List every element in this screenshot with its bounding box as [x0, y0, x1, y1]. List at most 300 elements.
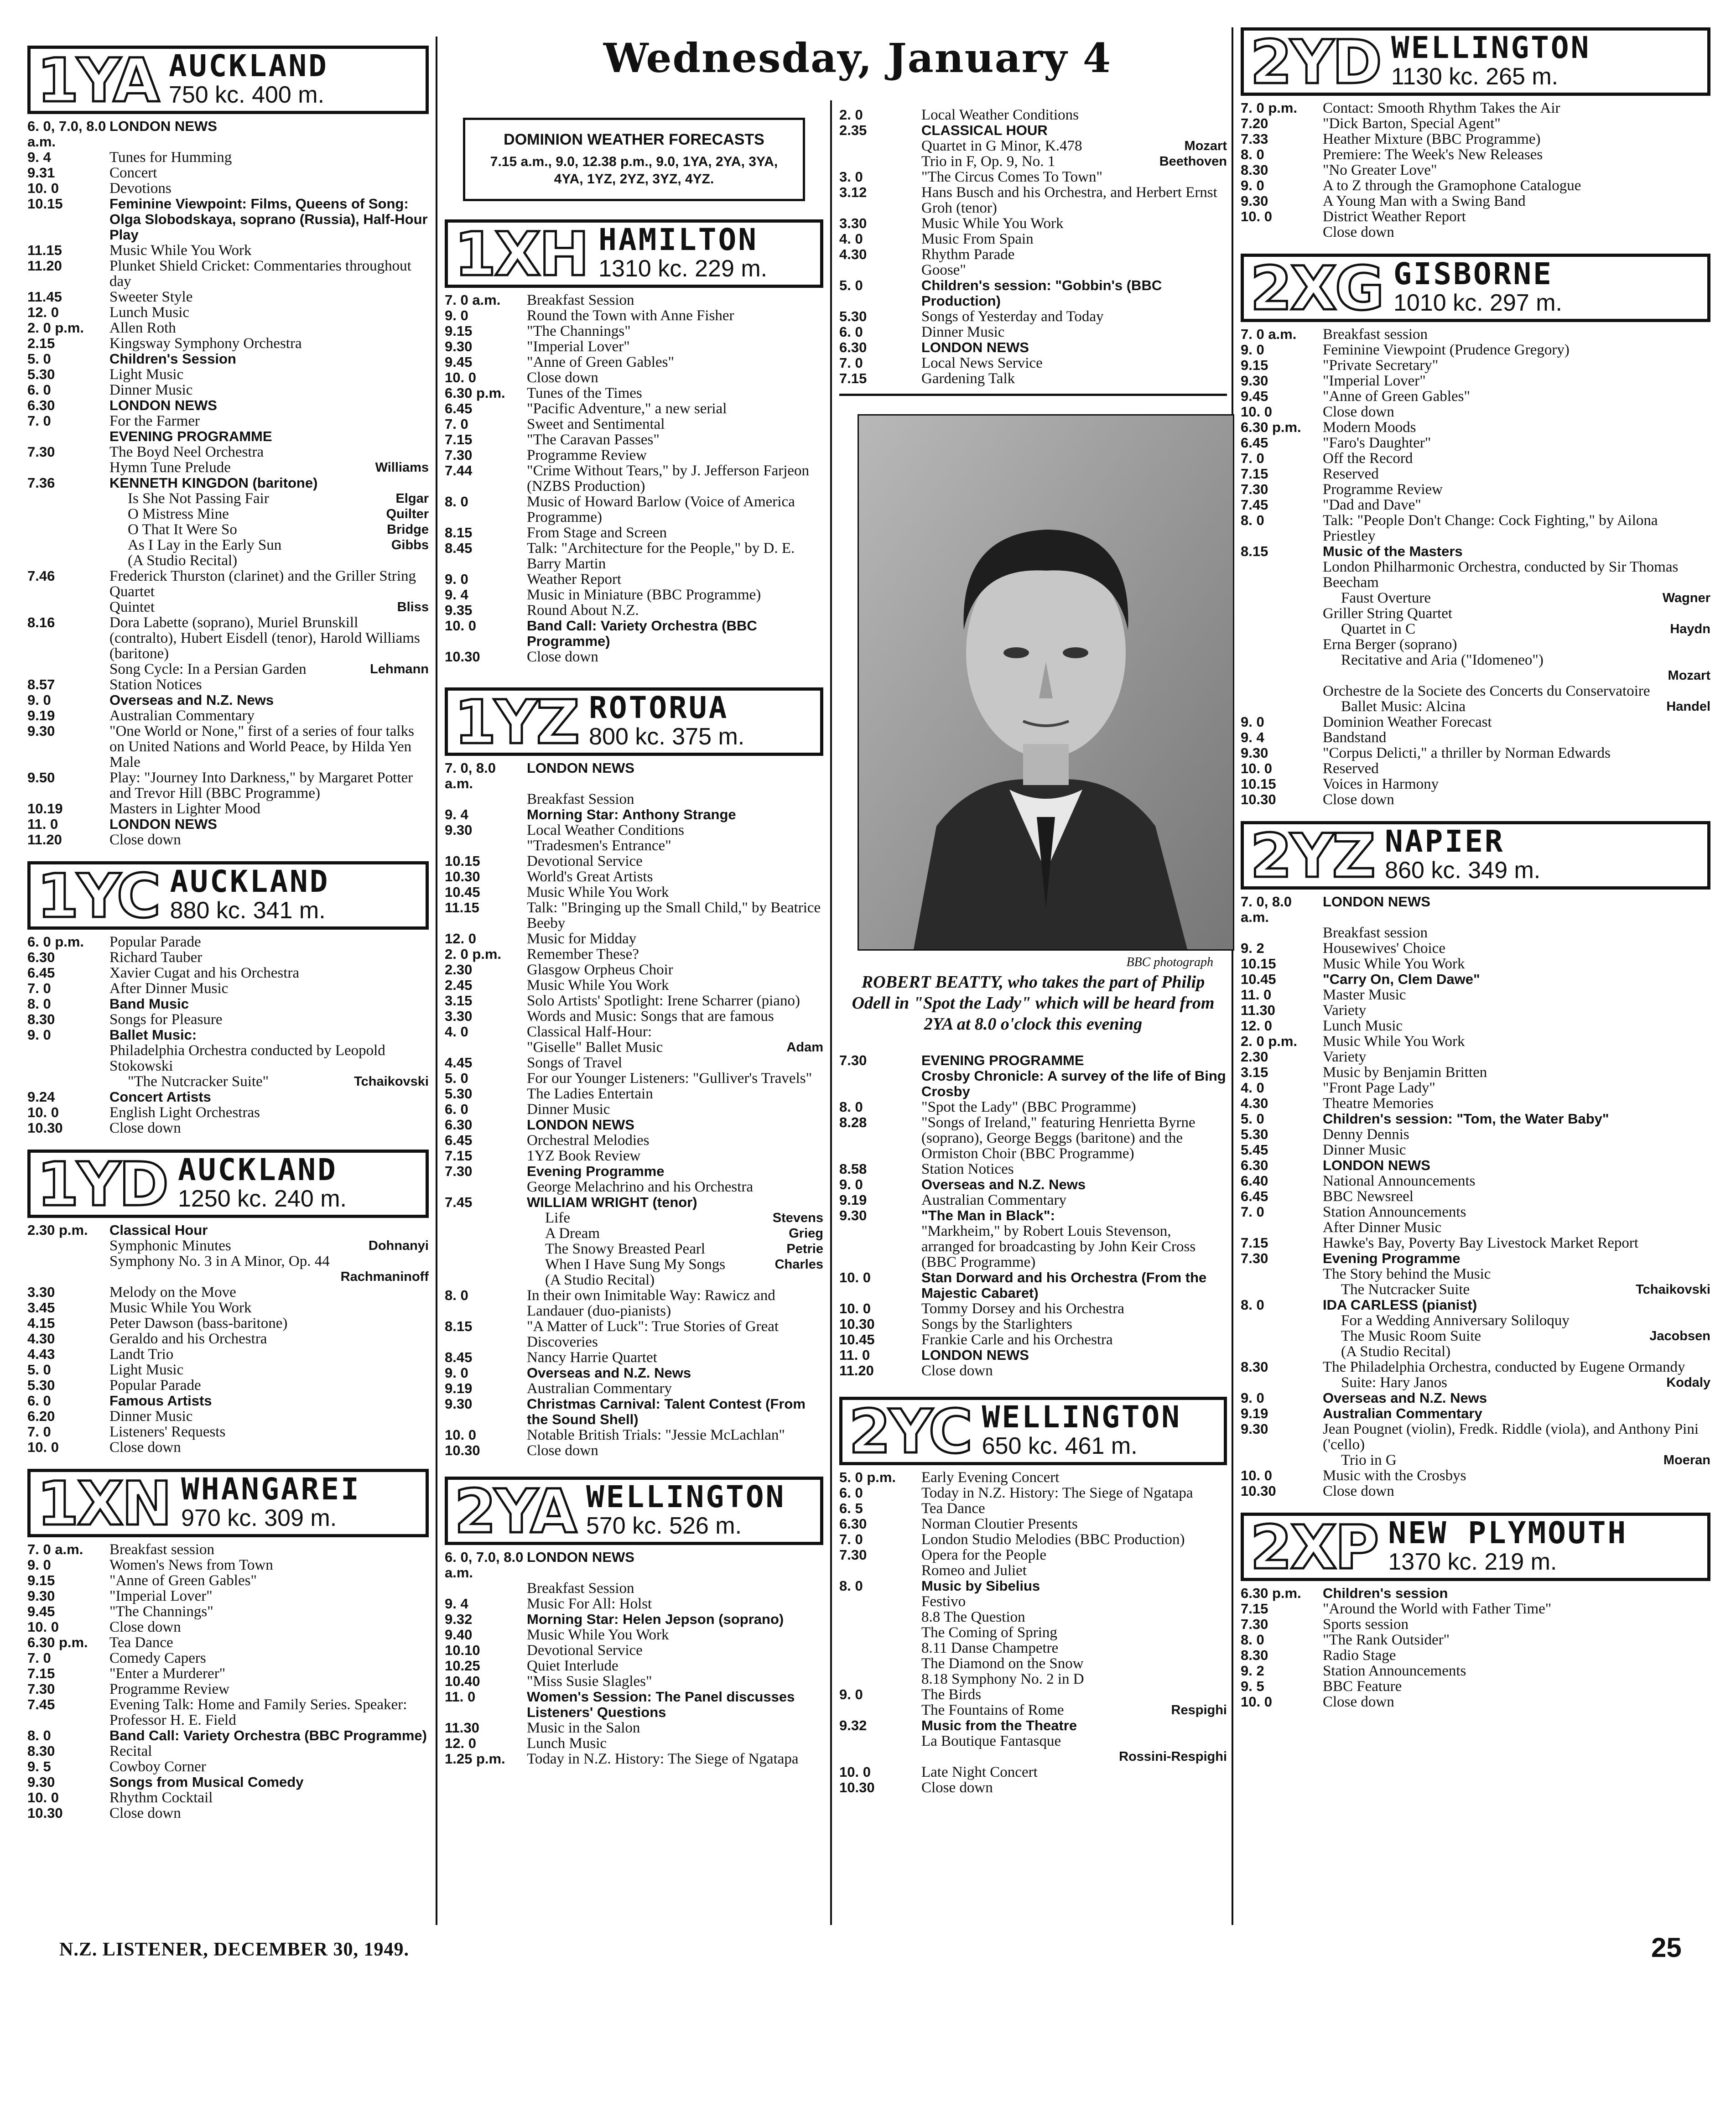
station-city: NEW PLYMOUTH: [1388, 1515, 1628, 1550]
programme-row: [27, 1650, 429, 1666]
programme-row: [445, 838, 823, 853]
programme-row: [445, 1658, 823, 1674]
programme-title: "Anne of Green Gables": [1323, 389, 1470, 404]
station-city: WELLINGTON: [1391, 30, 1591, 65]
programme-title: Programme Review: [109, 1681, 230, 1697]
programme-row: [27, 460, 429, 475]
programme-title: Overseas and N.Z. News: [1323, 1390, 1487, 1406]
programme-time: 5. 0 p.m.: [839, 1470, 896, 1485]
programme-row: [27, 661, 429, 677]
programme-row: [445, 1751, 823, 1767]
programme-composer: Stevens: [772, 1211, 823, 1225]
programme-row: [1241, 193, 1710, 209]
programme-title: Heather Mixture (BBC Programme): [1323, 131, 1541, 147]
programme-title: Close down: [109, 832, 181, 848]
programme-row: [445, 525, 823, 541]
programme-title: Close down: [109, 1805, 181, 1821]
station-frequency: 1310 kc. 229 m.: [598, 255, 768, 282]
programme-title: Station Announcements: [1323, 1663, 1466, 1679]
programme-time: [1241, 1452, 1323, 1468]
programme-title: Weather Report: [527, 572, 622, 587]
programme-row: [839, 1687, 1227, 1702]
programme-row: [839, 138, 1227, 154]
programme-list: [1241, 100, 1710, 240]
programme-row: [1241, 342, 1710, 358]
programme-time: 9.30: [27, 1774, 55, 1790]
programme-row: [27, 553, 429, 568]
programme-row: [1241, 327, 1710, 342]
programme-title: Griller String Quartet: [1323, 606, 1453, 621]
programme-time: 10.30: [27, 1805, 63, 1821]
station-call-sign: 2YZ: [1250, 821, 1374, 891]
programme-time: 9. 0: [27, 692, 51, 708]
programme-title: Music from the Theatre: [921, 1718, 1077, 1733]
programme-time: 9.40: [445, 1627, 473, 1643]
programme-title: Children's session: "Tom, the Water Baby": [1323, 1111, 1609, 1127]
programme-time: 6. 0: [27, 1393, 51, 1409]
programme-time: [1241, 559, 1323, 590]
programme-row: [1241, 1586, 1710, 1601]
station-city: GISBORNE: [1393, 256, 1553, 291]
programme-title: Close down: [109, 1120, 181, 1136]
programme-title: BBC Feature: [1323, 1679, 1402, 1694]
programme-time: [1241, 1313, 1323, 1328]
programme-title: "One World or None," first of a series of four talks on United Nations and World Peace, by Hilda Yen Male: [109, 723, 414, 770]
programme-time: 11.15: [445, 900, 479, 916]
programme-title: Off the Record: [1323, 451, 1413, 466]
programme-title: Jean Pougnet (violin), Fredk. Riddle (viola), and Anthony Pini ('cello): [1323, 1421, 1699, 1452]
programme-title: Modern Moods: [1323, 420, 1416, 435]
programme-time: [27, 1269, 109, 1285]
programme-time: 11.20: [27, 258, 62, 274]
programme-time: 10. 0: [1241, 209, 1272, 224]
programme-time: [445, 1179, 527, 1195]
programme-time: 5. 0: [27, 1362, 51, 1378]
programme-row: [27, 382, 429, 398]
programme-row: [1241, 621, 1710, 637]
programme-list: [27, 1542, 429, 1821]
programme-row: [27, 165, 429, 181]
programme-time: 7.44: [445, 463, 473, 479]
programme-time: 8. 0: [27, 1728, 51, 1743]
programme-title: Music While You Work: [109, 243, 252, 258]
programme-row: [445, 1210, 823, 1226]
programme-title: KENNETH KINGDON (baritone): [109, 475, 318, 491]
programme-title: 8.8 The Question: [921, 1609, 1025, 1625]
station-2yz: [1241, 821, 1710, 1499]
programme-time: 8. 0: [839, 1099, 863, 1115]
programme-row: [1241, 373, 1710, 389]
programme-time: 6.30 p.m.: [445, 385, 505, 401]
programme-row: [839, 1780, 1227, 1795]
programme-title: Australian Commentary: [1323, 1406, 1482, 1421]
programme-row: [27, 196, 429, 243]
programme-row: [1241, 894, 1710, 925]
programme-title: Local Weather Conditions: [921, 107, 1079, 123]
programme-title: The Philadelphia Orchestra, conducted by Eugene Ormandy: [1323, 1359, 1685, 1375]
programme-title: Crosby Chronicle: A survey of the life of Bing Crosby: [921, 1068, 1226, 1099]
programme-composer: Mozart: [1668, 668, 1710, 683]
programme-title: Breakfast session: [109, 1542, 215, 1557]
programme-time: 7.30: [445, 1164, 473, 1179]
programme-row: [27, 305, 429, 320]
programme-row: [839, 371, 1227, 386]
programme-title: The Birds: [921, 1687, 982, 1702]
programme-title: Women's Session: The Panel discusses Listeners' Questions: [527, 1689, 795, 1720]
programme-time: 6. 0: [27, 382, 51, 398]
station-call-sign: 1YD: [37, 1150, 167, 1220]
programme-row: [27, 522, 429, 537]
programme-title: "Crime Without Tears," by J. Jefferson Farjeon (NZBS Production): [527, 463, 810, 494]
programme-row: [1241, 745, 1710, 761]
programme-title: "The Caravan Passes": [527, 432, 660, 447]
programme-title: Music in the Salon: [527, 1720, 640, 1736]
programme-row: [1241, 1313, 1710, 1328]
programme-list: [1241, 327, 1710, 807]
programme-time: [1241, 1344, 1323, 1359]
programme-title: When I Have Sung My Songs: [545, 1257, 726, 1272]
programme-row: [27, 398, 429, 413]
programme-time: [27, 506, 109, 522]
programme-row: [839, 355, 1227, 371]
programme-title: Devotional Service: [527, 853, 643, 869]
programme-time: 10. 0: [27, 1790, 59, 1805]
programme-title: The Nutcracker Suite: [1341, 1282, 1470, 1297]
programme-composer: Respighi: [1171, 1703, 1227, 1717]
programme-title: National Announcements: [1323, 1173, 1476, 1189]
programme-title: Symphony No. 3 in A Minor, Op. 44: [109, 1254, 330, 1269]
programme-row: [445, 962, 823, 978]
programme-row: [445, 370, 823, 385]
station-frequency: 1250 kc. 240 m.: [178, 1186, 347, 1212]
programme-time: 9.30: [1241, 373, 1268, 389]
programme-row: [1241, 100, 1710, 116]
station-call-sign: 1YA: [37, 46, 158, 116]
programme-time: 9. 0: [1241, 178, 1264, 193]
programme-time: 9.45: [445, 354, 473, 370]
programme-row: [445, 884, 823, 900]
programme-time: 10. 0: [839, 1301, 871, 1316]
programme-composer: Tchaikovski: [1636, 1282, 1710, 1297]
programme-title: Symphonic Minutes: [109, 1238, 231, 1254]
programme-time: 7. 0 a.m.: [1241, 327, 1297, 342]
programme-time: 7.30: [1241, 1251, 1268, 1266]
programme-row: [1241, 1468, 1710, 1483]
programme-row: [1241, 497, 1710, 513]
programme-row: [445, 1024, 823, 1040]
programme-title: LONDON NEWS: [527, 1550, 634, 1565]
programme-row: [445, 447, 823, 463]
programme-row: [27, 1378, 429, 1393]
programme-time: [1241, 606, 1323, 621]
programme-title: World's Great Artists: [527, 869, 653, 884]
programme-time: 2.15: [27, 336, 55, 351]
programme-title: Early Evening Concert: [921, 1470, 1060, 1485]
programme-title: From Stage and Screen: [527, 525, 667, 541]
programme-time: 4. 0: [445, 1024, 468, 1040]
programme-time: 10.15: [27, 196, 63, 212]
programme-title: Station Notices: [109, 677, 202, 692]
programme-title: Erna Berger (soprano): [1323, 637, 1457, 652]
programme-time: 12. 0: [1241, 1018, 1272, 1034]
programme-title: Variety: [1323, 1003, 1367, 1018]
programme-title: English Light Orchestras: [109, 1105, 260, 1120]
programme-title: "Dad and Dave": [1323, 497, 1421, 513]
programme-row: [27, 1043, 429, 1074]
programme-time: 7.15: [1241, 466, 1268, 482]
programme-time: 10.30: [839, 1780, 875, 1795]
programme-row: [445, 853, 823, 869]
programme-title: Band Call: Variety Orchestra (BBC Programme): [527, 618, 757, 649]
programme-row: [445, 807, 823, 822]
programme-title: Allen Roth: [109, 320, 176, 336]
programme-time: 10.10: [445, 1643, 480, 1658]
programme-row: [839, 169, 1227, 185]
programme-time: 6. 0: [839, 1485, 863, 1501]
programme-time: 9.30: [839, 1208, 867, 1223]
programme-time: 6.30: [27, 398, 55, 413]
station-city-block: [582, 1480, 785, 1542]
programme-time: 6.45: [27, 965, 55, 981]
programme-row: [839, 185, 1227, 216]
programme-title: Faust Overture: [1341, 590, 1431, 606]
programme-title: Trio in F, Op. 9, No. 1: [921, 154, 1055, 169]
programme-row: [1241, 699, 1710, 714]
programme-time: 9.19: [445, 1381, 473, 1396]
station-call-sign: 2YC: [849, 1397, 971, 1467]
programme-time: 9.32: [445, 1612, 473, 1627]
programme-time: 8.57: [27, 677, 55, 692]
programme-title: "Front Page Lady": [1323, 1080, 1435, 1096]
programme-title: Song Cycle: In a Persian Garden: [109, 661, 307, 677]
programme-time: 9.50: [27, 770, 55, 786]
programme-row: [1241, 1390, 1710, 1406]
programme-title: Is She Not Passing Fair: [128, 491, 269, 506]
programme-row: [839, 1177, 1227, 1192]
programme-row: [1241, 420, 1710, 435]
programme-time: 5.30: [445, 1086, 473, 1102]
station-header: [27, 1469, 429, 1537]
programme-row: [27, 320, 429, 336]
programme-row: [27, 351, 429, 367]
station-city-block: [1383, 1516, 1627, 1578]
programme-row: [445, 1133, 823, 1148]
programme-time: 12. 0: [445, 1736, 476, 1751]
programme-title: Nancy Harrie Quartet: [527, 1350, 657, 1365]
programme-title: Dinner Music: [921, 324, 1005, 340]
programme-row: [839, 1301, 1227, 1316]
programme-row: [27, 1393, 429, 1409]
programme-time: 6.30 p.m.: [1241, 1586, 1301, 1601]
programme-title: A to Z through the Gramophone Catalogue: [1323, 178, 1581, 193]
programme-row: [445, 416, 823, 432]
programme-row: [27, 1666, 429, 1681]
programme-row: [839, 216, 1227, 231]
programme-time: 2. 0 p.m.: [445, 947, 502, 962]
programme-time: 3.45: [27, 1300, 55, 1316]
programme-row: [445, 323, 823, 339]
column-rule: [830, 100, 832, 1925]
programme-row: [839, 1208, 1227, 1223]
programme-title: London Studio Melodies (BBC Production): [921, 1532, 1185, 1547]
programme-row: [1241, 1679, 1710, 1694]
station-header: [27, 46, 429, 114]
programme-list: [27, 119, 429, 848]
programme-time: 10.19: [27, 801, 63, 817]
station-1xn: [27, 1469, 429, 1821]
programme-title: IDA CARLESS (pianist): [1323, 1297, 1477, 1313]
programme-time: 7.15: [839, 371, 867, 386]
programme-time: [839, 1702, 921, 1718]
programme-title: Music While You Work: [1323, 956, 1465, 972]
programme-title: EVENING PROGRAMME: [109, 429, 272, 444]
programme-time: 10.40: [445, 1674, 480, 1689]
programme-time: 6.45: [445, 401, 473, 416]
programme-time: 9. 4: [445, 587, 468, 603]
programme-row: [445, 1627, 823, 1643]
programme-row: [1241, 1375, 1710, 1390]
programme-list: [445, 292, 823, 665]
programme-row: [1241, 1694, 1710, 1710]
programme-time: 9. 4: [445, 1596, 468, 1612]
programme-row: [27, 1238, 429, 1254]
programme-title: As I Lay in the Early Sun: [128, 537, 282, 553]
programme-title: Light Music: [109, 367, 184, 382]
station-header: [445, 219, 823, 288]
programme-title: Feminine Viewpoint (Prudence Gregory): [1323, 342, 1570, 358]
photo-credit: BBC photograph: [1126, 955, 1213, 969]
programme-row: [839, 1563, 1227, 1578]
programme-time: 3.30: [445, 1009, 473, 1024]
programme-title: Australian Commentary: [527, 1381, 672, 1396]
programme-title: Songs by the Starlighters: [921, 1316, 1072, 1332]
programme-row: [445, 822, 823, 838]
programme-composer: Lehmann: [370, 662, 429, 676]
station-2yc: [839, 1397, 1227, 1795]
programme-row: [1241, 1483, 1710, 1499]
programme-time: [1241, 637, 1323, 652]
programme-time: 4.30: [1241, 1096, 1268, 1111]
programme-time: [839, 1223, 921, 1270]
programme-time: [445, 1241, 527, 1257]
programme-row: [27, 336, 429, 351]
programme-title: Popular Parade: [109, 1378, 201, 1393]
programme-title: "The Rank Outsider": [1323, 1632, 1450, 1648]
programme-row: [445, 1055, 823, 1071]
programme-row: [445, 947, 823, 962]
programme-title: Lunch Music: [527, 1736, 607, 1751]
programme-time: 9. 0: [1241, 714, 1264, 730]
programme-title: Close down: [921, 1780, 993, 1795]
programme-title: Round About N.Z.: [527, 603, 639, 618]
programme-time: [1241, 683, 1323, 699]
column-3: [839, 107, 1227, 1795]
programme-title: Music While You Work: [109, 1300, 252, 1316]
programme-time: 6. 0, 7.0, 8.0 a.m.: [27, 119, 106, 150]
programme-title: Tea Dance: [109, 1635, 173, 1650]
programme-time: 8.45: [445, 1350, 473, 1365]
programme-title: Devotional Service: [527, 1643, 643, 1658]
programme-time: [1241, 925, 1323, 941]
programme-time: 2. 0 p.m.: [27, 320, 84, 336]
programme-title: Listeners' Requests: [109, 1424, 226, 1440]
programme-row: [27, 1440, 429, 1455]
programme-row: [27, 1774, 429, 1790]
programme-time: 6.30: [27, 950, 55, 965]
page-number: 25: [1651, 1932, 1682, 1963]
station-frequency: 1010 kc. 297 m.: [1393, 290, 1562, 316]
programme-row: [27, 1557, 429, 1573]
photo-robert-beatty: [858, 414, 1234, 951]
programme-time: 8. 0: [1241, 1632, 1264, 1648]
programme-row: [445, 1241, 823, 1257]
programme-row: [445, 760, 823, 791]
programme-row: [445, 494, 823, 525]
programme-row: [839, 1547, 1227, 1563]
programme-time: 9.31: [27, 165, 55, 181]
station-header: [1241, 27, 1710, 96]
programme-row: [445, 1102, 823, 1117]
programme-time: 3.30: [839, 216, 867, 231]
programme-row: [839, 1192, 1227, 1208]
programme-row: [1241, 559, 1710, 590]
programme-time: 9.30: [1241, 745, 1268, 761]
programme-time: [445, 1040, 527, 1055]
programme-composer: Wagner: [1662, 591, 1710, 605]
programme-row: [1241, 941, 1710, 956]
programme-title: The Diamond on the Snow: [921, 1656, 1084, 1671]
programme-row: [1241, 147, 1710, 162]
programme-title: "Spot the Lady" (BBC Programme): [921, 1099, 1136, 1115]
programme-row: [27, 1759, 429, 1774]
station-frequency: 650 kc. 461 m.: [982, 1433, 1138, 1459]
programme-title: Christmas Carnival: Talent Contest (From the Sound Shell): [527, 1396, 806, 1427]
programme-time: 10.45: [839, 1332, 875, 1347]
programme-composer: Williams: [375, 460, 429, 475]
programme-row: [27, 1743, 429, 1759]
programme-row: [839, 309, 1227, 324]
programme-row: [1241, 1266, 1710, 1282]
programme-title: Close down: [527, 370, 598, 385]
programme-title: Rhythm Parade: [921, 247, 1015, 262]
programme-time: [445, 838, 527, 853]
programme-title: Late Night Concert: [921, 1764, 1038, 1780]
programme-composer: Petrie: [786, 1242, 823, 1256]
programme-time: 6.20: [27, 1409, 55, 1424]
programme-title: After Dinner Music: [1323, 1220, 1442, 1235]
station-frequency: 1130 kc. 265 m.: [1391, 63, 1559, 90]
programme-time: 10.15: [445, 853, 480, 869]
programme-time: 7. 0, 8.0 a.m.: [1241, 894, 1292, 925]
programme-time: [839, 1640, 921, 1656]
programme-title: Classical Half-Hour:: [527, 1024, 652, 1040]
programme-row: [27, 1573, 429, 1588]
programme-title: Housewives' Choice: [1323, 941, 1445, 956]
programme-title: Australian Commentary: [109, 708, 255, 723]
programme-row: [839, 1594, 1227, 1609]
programme-row: [27, 1089, 429, 1105]
programme-title: (A Studio Recital): [545, 1272, 655, 1288]
programme-time: 5. 0: [1241, 1111, 1264, 1127]
programme-row: [1241, 1111, 1710, 1127]
programme-time: [839, 1594, 921, 1609]
programme-row: [445, 869, 823, 884]
programme-title: Programme Review: [1323, 482, 1443, 497]
programme-title: Glasgow Orpheus Choir: [527, 962, 673, 978]
programme-title: La Boutique Fantasque: [921, 1733, 1061, 1749]
programme-title: Close down: [527, 1443, 598, 1458]
programme-row: [445, 1086, 823, 1102]
